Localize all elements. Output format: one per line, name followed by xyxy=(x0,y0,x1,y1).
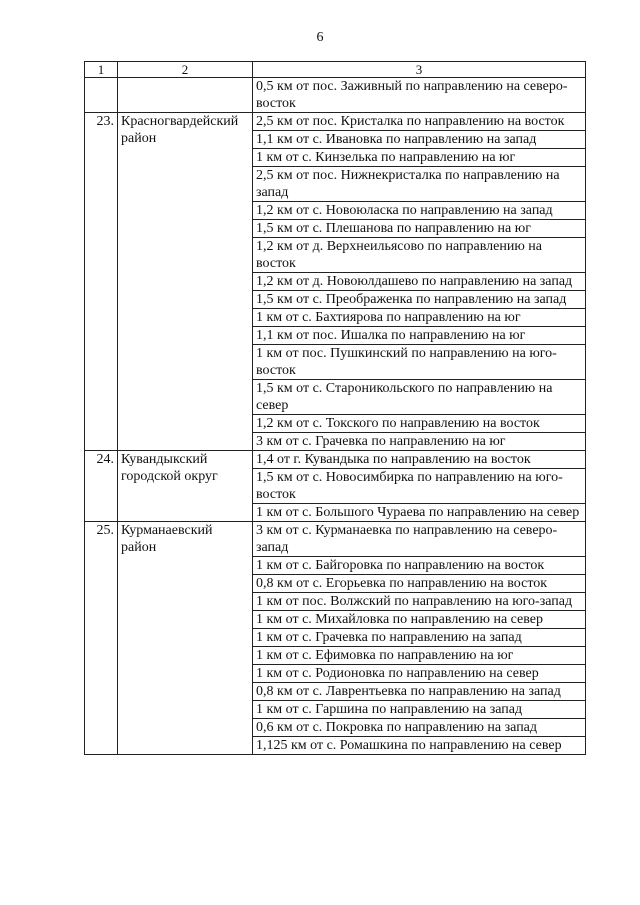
number-cell: 23. xyxy=(85,113,118,451)
location-cell: 3 км от с. Курманаевка по направлению на северо-запад xyxy=(253,522,586,557)
location-cell: 1 км от с. Михайловка по направлению на север xyxy=(253,611,586,629)
location-cell: 1,2 км от с. Токского по направлению на восток xyxy=(253,415,586,433)
location-cell: 1,2 км от д. Верхнеильясово по направлению на восток xyxy=(253,238,586,273)
continuation-row xyxy=(85,78,586,113)
location-cell: 2,5 км от пос. Нижнекристалка по направлению на запад xyxy=(253,167,586,202)
location-cell: 1 км от с. Байгоровка по направлению на восток xyxy=(253,557,586,575)
location-cell: 0,8 км от с. Лаврентьевка по направлению на запад xyxy=(253,683,586,701)
location-cell: 1,2 км от с. Новоюласка по направлению на запад xyxy=(253,202,586,220)
location-cell: 1 км от с. Ефимовка по направлению на юг xyxy=(253,647,586,665)
location-cell: 1,125 км от с. Ромашкина по направлению на север xyxy=(253,737,586,755)
location-cell: 1 км от с. Гаршина по направлению на запад xyxy=(253,701,586,719)
region-cell: Курманаевский район xyxy=(118,522,253,755)
region-cell: Красногвардейский район xyxy=(118,113,253,451)
location-cell: 0,6 км от с. Покровка по направлению на запад xyxy=(253,719,586,737)
location-cell: 1,5 км от с. Плешанова по направлению на юг xyxy=(253,220,586,238)
location-cell: 1,5 км от с. Новосимбирка по направлению на юго-восток xyxy=(253,469,586,504)
region-cell xyxy=(118,78,253,113)
header-row xyxy=(85,62,586,78)
page-number: 6 xyxy=(316,30,324,45)
location-cell: 1,1 км от с. Ивановка по направлению на запад xyxy=(253,131,586,149)
location-cell: 0,8 км от с. Егорьевка по направлению на восток xyxy=(253,575,586,593)
location-cell: 1,5 км от с. Преображенка по направлению на запад xyxy=(253,291,586,309)
location-cell: 0,5 км от пос. Заживный по направлению на северо-восток xyxy=(253,78,586,113)
location-cell: 1 км от с. Большого Чураева по направлению на север xyxy=(253,504,586,522)
location-cell: 1,4 от г. Кувандыка по направлению на восток xyxy=(253,451,586,469)
location-cell: 1,5 км от с. Староникольского по направлению на север xyxy=(253,380,586,415)
table-row xyxy=(85,522,586,557)
location-cell: 1,1 км от пос. Ишалка по направлению на юг xyxy=(253,327,586,345)
location-cell: 1 км от с. Бахтиярова по направлению на юг xyxy=(253,309,586,327)
location-cell: 1,2 км от д. Новоюлдашево по направлению на запад xyxy=(253,273,586,291)
location-cell: 1 км от пос. Волжский по направлению на юго-запад xyxy=(253,593,586,611)
column-header: 2 xyxy=(118,62,253,78)
table-row xyxy=(85,451,586,469)
location-cell: 1 км от с. Грачевка по направлению на запад xyxy=(253,629,586,647)
location-cell: 1 км от с. Родионовка по направлению на север xyxy=(253,665,586,683)
table-row xyxy=(85,113,586,131)
number-cell xyxy=(85,78,118,113)
number-cell: 24. xyxy=(85,451,118,522)
location-cell: 3 км от с. Грачевка по направлению на юг xyxy=(253,433,586,451)
location-cell: 2,5 км от пос. Кристалка по направлению на восток xyxy=(253,113,586,131)
location-cell: 1 км от пос. Пушкинский по направлению на юго-восток xyxy=(253,345,586,380)
location-cell: 1 км от с. Кинзелька по направлению на юг xyxy=(253,149,586,167)
column-header: 3 xyxy=(253,62,586,78)
number-cell: 25. xyxy=(85,522,118,755)
column-header: 1 xyxy=(85,62,118,78)
locations-table xyxy=(84,61,586,755)
region-cell: Кувандыкский городской округ xyxy=(118,451,253,522)
